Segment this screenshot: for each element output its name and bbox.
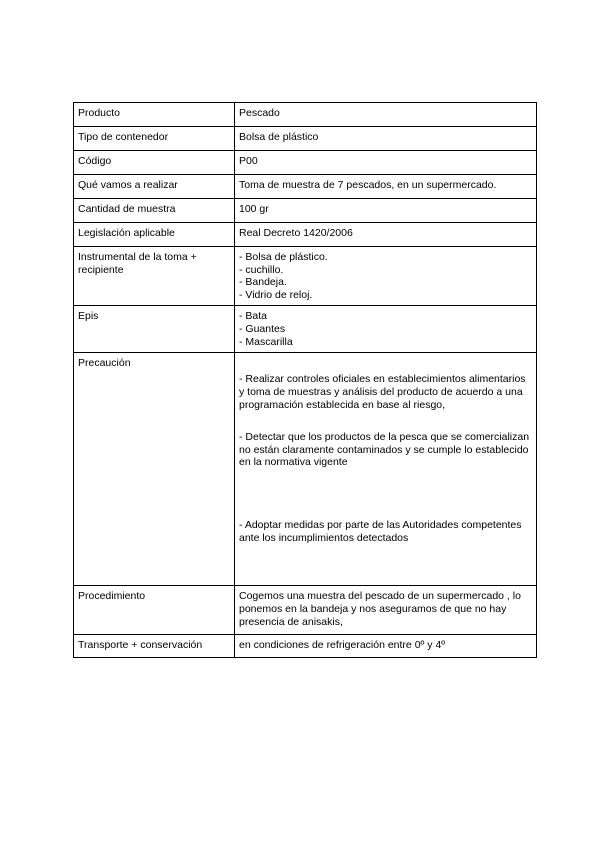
- value-instrumental: [235, 247, 537, 306]
- value-tipo-contenedor: Bolsa de plástico: [235, 127, 537, 151]
- table-row-procedimiento: [74, 586, 537, 635]
- label-producto: Producto: [74, 103, 235, 127]
- label-tipo-contenedor: Tipo de contenedor: [74, 127, 235, 151]
- table-row-producto: [74, 103, 537, 127]
- epis-item: - Bata: [239, 310, 268, 323]
- table-row-que-vamos-a-realizar: [74, 175, 537, 199]
- table-row-codigo: [74, 151, 537, 175]
- precaucion-item: - Adoptar medidas por parte de las Autoridades competentes ante los incumplimientos detectados: [239, 518, 522, 544]
- label-instrumental: Instrumental de la toma + recipiente: [74, 247, 235, 306]
- document-page: [73, 102, 530, 658]
- label-cantidad-muestra: Cantidad de muestra: [74, 199, 235, 223]
- table-row-precaucion: [74, 353, 537, 586]
- value-legislacion: Real Decreto 1420/2006: [235, 223, 537, 247]
- table-row-tipo-contenedor: [74, 127, 537, 151]
- label-transporte: Transporte + conservación: [74, 635, 235, 658]
- value-cantidad-muestra: 100 gr: [235, 199, 537, 223]
- sample-info-table: [73, 102, 537, 658]
- epis-item: - Guantes: [239, 322, 286, 335]
- value-que-vamos-a-realizar: Toma de muestra de 7 pescados, en un supermercado.: [235, 175, 537, 199]
- label-legislacion: Legislación aplicable: [74, 223, 235, 247]
- instrumental-item: - cuchillo.: [239, 263, 284, 276]
- table-row-instrumental: [74, 247, 537, 306]
- instrumental-item: - Bandeja.: [239, 276, 287, 289]
- table-row-legislacion: [74, 223, 537, 247]
- label-codigo: Código: [74, 151, 235, 175]
- value-transporte: en condiciones de refrigeración entre 0º y 4º: [235, 635, 537, 658]
- instrumental-item: - Bolsa de plástico.: [239, 251, 328, 263]
- label-epis: Epis: [74, 306, 235, 353]
- epis-item: - Mascarilla: [239, 335, 293, 348]
- precaucion-item: - Realizar controles oficiales en establecimientos alimentarios y toma de muestras y análisis del producto de acuerdo a una programación establecida en base al riesgo,: [239, 373, 526, 411]
- value-codigo: P00: [235, 151, 537, 175]
- value-precaucion: [235, 353, 537, 586]
- table-row-epis: [74, 306, 537, 353]
- instrumental-item: - Vidrio de reloj.: [239, 288, 313, 301]
- label-que-vamos-a-realizar: Qué vamos a realizar: [74, 175, 235, 199]
- value-producto: Pescado: [235, 103, 537, 127]
- table-row-transporte: [74, 635, 537, 658]
- value-epis: [235, 306, 537, 353]
- precaucion-item: - Detectar que los productos de la pesca que se comercializan no están claramente contaminados y se cumple lo establecido en la normativa vigente: [239, 431, 530, 469]
- label-precaucion: Precaución: [74, 353, 235, 586]
- table-row-cantidad-muestra: [74, 199, 537, 223]
- value-procedimiento: Cogemos una muestra del pescado de un supermercado , lo ponemos en la bandeja y nos aseguramos de que no hay presencia de anisakis,: [235, 586, 537, 635]
- label-procedimiento: Procedimiento: [74, 586, 235, 635]
